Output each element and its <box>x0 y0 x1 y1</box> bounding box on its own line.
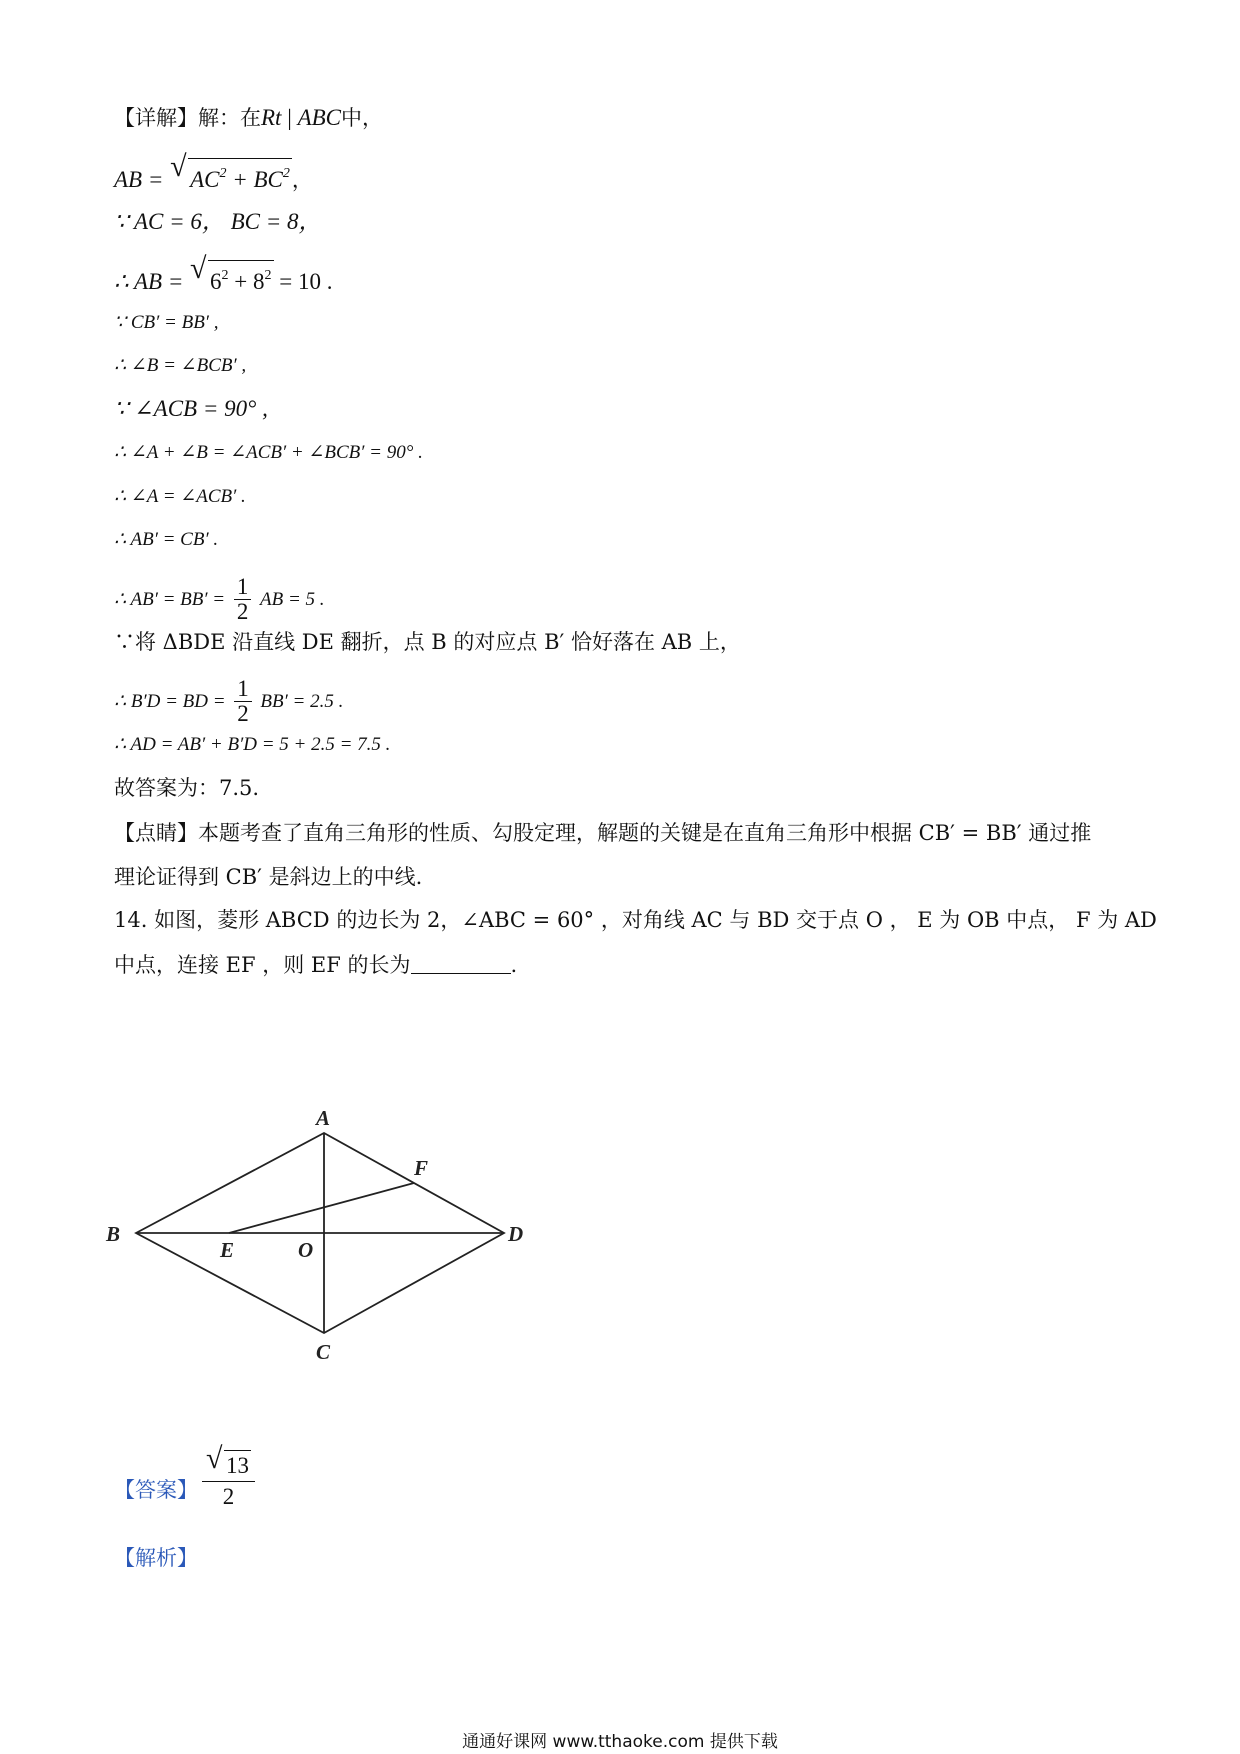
problem-14-line-2 <box>114 950 517 980</box>
solution-line-14: ∴ AD = AB′ + B′D = 5 + 2.5 = 7.5 . <box>114 734 391 755</box>
denominator: 2 <box>236 599 249 624</box>
exponent: 2 <box>282 166 290 181</box>
problem-14-text: 中点，连接 EF ，则 EF 的长为 <box>114 953 411 977</box>
ac-term: AC <box>190 167 220 192</box>
solution-line-12: ∵将 ΔBDE 沿直线 DE 翻折，点 B 的对应点 B′ 恰好落在 AB 上， <box>114 630 741 654</box>
fraction-half <box>234 677 252 726</box>
sqrt-expression: √ $6^2 + 8^2$ <box>190 260 273 297</box>
lhs: ∴ B′D = BD = <box>114 691 226 712</box>
solution-line-4 <box>114 252 333 297</box>
label-f: F <box>414 1156 429 1180</box>
solution-line-1: 【详解】解：在Rt | ABC中， <box>114 105 384 130</box>
solution-line-2 <box>114 150 313 195</box>
label-d: D <box>508 1222 524 1246</box>
answer-denominator: 2 <box>222 1484 235 1509</box>
final-answer-line: 故答案为：7.5. <box>114 776 260 800</box>
problem-14-line-1: 14. 如图，菱形 ABCD 的边长为 2，∠ABC = 60° ，对角线 AC 与 BD 交于点 O ， E 为 OB 中点， F 为 AD <box>114 908 1157 932</box>
answer-numerator <box>202 1442 255 1482</box>
analysis-label: 【解析】 <box>114 1546 198 1570</box>
radicand: 13 <box>224 1450 251 1481</box>
bc-term: BC <box>253 167 283 192</box>
label-e: E <box>220 1238 235 1262</box>
label-o: O <box>298 1238 314 1262</box>
solution-line-6: ∴ ∠B = ∠BCB′ , <box>114 355 247 376</box>
comma: ， <box>291 168 313 192</box>
solution-line-9: ∴ ∠A = ∠ACB′ . <box>114 486 246 507</box>
ab-equals: AB = <box>114 167 164 192</box>
sqrt-expression: √ $AC^2 + BC^2$ <box>170 158 292 195</box>
exponent: 2 <box>219 166 227 181</box>
label-b: B <box>106 1222 121 1246</box>
solution-line-7: ∵ ∠ACB = 90° , <box>114 396 268 421</box>
solution-line-8: ∴ ∠A + ∠B = ∠ACB′ + ∠BCB′ = 90° . <box>114 442 423 463</box>
plus: + <box>232 167 248 192</box>
exponent: 2 <box>221 268 229 283</box>
rhs: BB′ = 2.5 . <box>260 691 344 712</box>
numerator: 1 <box>234 677 252 702</box>
denominator: 2 <box>237 701 249 726</box>
six: 6 <box>210 269 222 294</box>
answer-fraction <box>202 1442 255 1512</box>
plus-eight: + 8 <box>234 269 265 294</box>
segment-ef <box>229 1183 414 1233</box>
exponent: 2 <box>264 268 272 283</box>
numerator: 1 <box>234 575 252 600</box>
comment-line-1: 【点睛】本题考查了直角三角形的性质、勾股定理，解题的关键是在直角三角形中根据 CB′ = BB′ 通过推 <box>114 821 1092 845</box>
rt-symbol: Rt <box>261 105 282 130</box>
rhombus-figure <box>106 1095 532 1395</box>
footer: 通通好课网 www.tthaoke.com 提供下载 <box>462 1732 778 1752</box>
solution-line-5: ∵ CB′ = BB′ , <box>114 312 219 333</box>
comment-line-2: 理论证得到 CB′ 是斜边上的中线. <box>114 865 423 889</box>
rhs: AB = 5 . <box>260 589 325 610</box>
answer-sqrt: √ 13 <box>206 1450 251 1481</box>
period: . <box>510 953 518 977</box>
answer-blank <box>411 953 511 974</box>
result: = 10 . <box>273 269 333 294</box>
label-a: A <box>316 1106 331 1130</box>
detail-heading: 【详解】解：在 <box>114 106 261 130</box>
label-c: C <box>316 1340 331 1364</box>
solution-line-11 <box>114 575 325 624</box>
solution-line-10: ∴ AB′ = CB′ . <box>114 529 219 550</box>
solution-line-1-tail: 中， <box>341 106 384 130</box>
solution-line-3: ∵ AC = 6， BC = 8， <box>114 209 322 234</box>
lhs: ∴ AB′ = BB′ = <box>114 589 226 610</box>
ab-equals: ∴ AB = <box>114 269 184 294</box>
solution-line-13 <box>114 677 343 726</box>
triangle-name: ABC <box>297 105 342 130</box>
fraction-half <box>234 575 252 624</box>
answer-label: 【答案】 <box>114 1478 198 1502</box>
